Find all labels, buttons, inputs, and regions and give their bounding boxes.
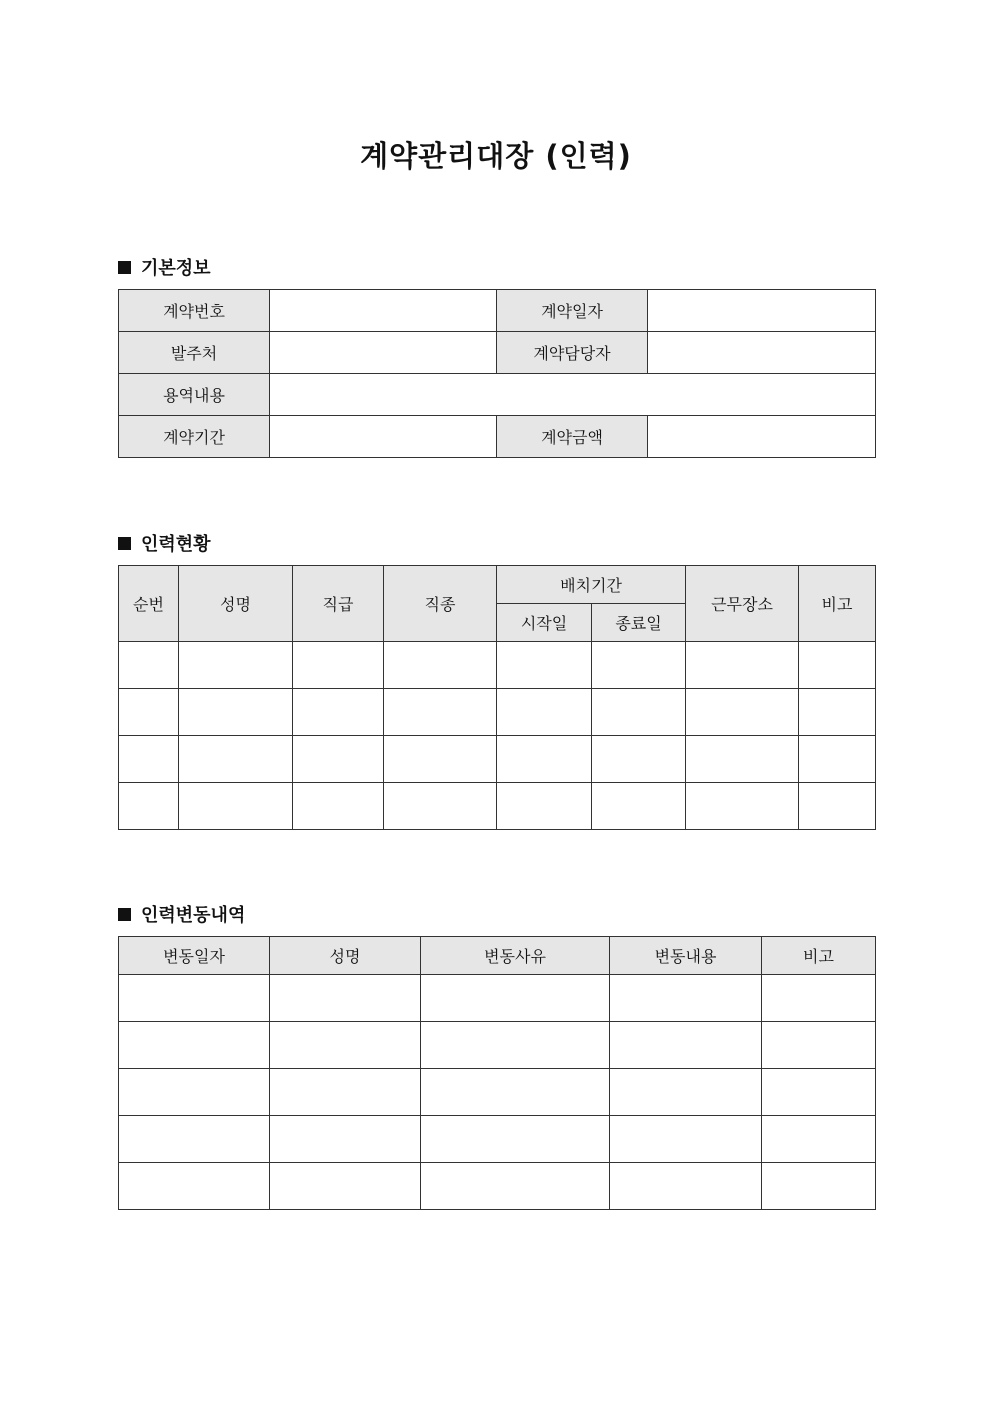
- table-cell[interactable]: [270, 1163, 421, 1210]
- manager-field[interactable]: [648, 332, 876, 374]
- col-header-location: 근무장소: [686, 566, 799, 642]
- period-label: 계약기간: [119, 416, 270, 458]
- client-field[interactable]: [270, 332, 497, 374]
- table-cell[interactable]: [119, 1116, 270, 1163]
- table-row: [119, 1116, 876, 1163]
- table-cell[interactable]: [384, 783, 497, 830]
- table-cell[interactable]: [293, 783, 384, 830]
- table-row: [119, 1069, 876, 1116]
- contract-no-field[interactable]: [270, 290, 497, 332]
- personnel-table: [118, 565, 876, 830]
- table-cell[interactable]: [384, 642, 497, 689]
- section-heading-label: 기본정보: [141, 258, 211, 279]
- table-cell[interactable]: [270, 1116, 421, 1163]
- col-header-change-date: 변동일자: [119, 937, 270, 975]
- table-cell[interactable]: [119, 736, 179, 783]
- section-heading-personnel: [118, 530, 211, 556]
- table-cell[interactable]: [686, 736, 799, 783]
- table-cell[interactable]: [421, 1022, 610, 1069]
- table-row: [119, 642, 876, 689]
- table-cell[interactable]: [592, 642, 686, 689]
- page-title: 계약관리대장 (인력): [360, 139, 632, 173]
- col-header-name: 성명: [270, 937, 421, 975]
- table-row: [119, 975, 876, 1022]
- contract-date-label: 계약일자: [497, 290, 648, 332]
- col-header-end: 종료일: [592, 604, 686, 642]
- personnel-changes-table: [118, 936, 876, 1210]
- table-cell[interactable]: [421, 975, 610, 1022]
- amount-label: 계약금액: [497, 416, 648, 458]
- table-cell[interactable]: [119, 1163, 270, 1210]
- table-cell[interactable]: [119, 642, 179, 689]
- table-cell[interactable]: [610, 975, 762, 1022]
- table-cell[interactable]: [762, 1163, 876, 1210]
- service-field[interactable]: [270, 374, 876, 416]
- table-row: [119, 689, 876, 736]
- basic-info-table: [118, 289, 876, 458]
- table-cell[interactable]: [497, 736, 592, 783]
- col-header-change-reason: 변동사유: [421, 937, 610, 975]
- table-cell[interactable]: [592, 783, 686, 830]
- col-header-no: 순번: [119, 566, 179, 642]
- col-header-note: 비고: [762, 937, 876, 975]
- table-cell[interactable]: [421, 1069, 610, 1116]
- table-cell[interactable]: [497, 783, 592, 830]
- square-bullet-icon: [118, 908, 131, 921]
- table-cell[interactable]: [293, 689, 384, 736]
- section-heading-label: 인력변동내역: [141, 905, 246, 926]
- table-cell[interactable]: [762, 1069, 876, 1116]
- manager-label: 계약담당자: [497, 332, 648, 374]
- table-cell[interactable]: [293, 736, 384, 783]
- col-header-placement: 배치기간: [497, 566, 686, 604]
- table-cell[interactable]: [119, 689, 179, 736]
- client-label: 발주처: [119, 332, 270, 374]
- table-cell[interactable]: [686, 689, 799, 736]
- table-cell[interactable]: [799, 689, 876, 736]
- table-cell[interactable]: [179, 783, 293, 830]
- table-cell[interactable]: [179, 689, 293, 736]
- table-cell[interactable]: [799, 642, 876, 689]
- col-header-name: 성명: [179, 566, 293, 642]
- table-cell[interactable]: [421, 1163, 610, 1210]
- table-cell[interactable]: [610, 1022, 762, 1069]
- table-cell[interactable]: [762, 975, 876, 1022]
- table-cell[interactable]: [384, 689, 497, 736]
- table-cell[interactable]: [421, 1116, 610, 1163]
- table-cell[interactable]: [762, 1116, 876, 1163]
- table-cell[interactable]: [592, 689, 686, 736]
- service-label: 용역내용: [119, 374, 270, 416]
- table-row: [119, 783, 876, 830]
- table-row: [119, 1022, 876, 1069]
- table-cell[interactable]: [799, 783, 876, 830]
- table-cell[interactable]: [270, 1022, 421, 1069]
- contract-date-field[interactable]: [648, 290, 876, 332]
- table-cell[interactable]: [179, 736, 293, 783]
- col-header-note: 비고: [799, 566, 876, 642]
- table-cell[interactable]: [119, 783, 179, 830]
- table-cell[interactable]: [293, 642, 384, 689]
- table-cell[interactable]: [119, 1022, 270, 1069]
- table-cell[interactable]: [686, 783, 799, 830]
- col-header-job: 직종: [384, 566, 497, 642]
- table-cell[interactable]: [384, 736, 497, 783]
- section-heading-basic: [118, 254, 211, 280]
- table-row: [119, 1163, 876, 1210]
- amount-field[interactable]: [648, 416, 876, 458]
- col-header-start: 시작일: [497, 604, 592, 642]
- table-cell[interactable]: [799, 736, 876, 783]
- table-row: [119, 736, 876, 783]
- table-cell[interactable]: [119, 1069, 270, 1116]
- table-cell[interactable]: [270, 975, 421, 1022]
- section-heading-changes: [118, 901, 245, 927]
- table-cell[interactable]: [592, 736, 686, 783]
- contract-no-label: 계약번호: [119, 290, 270, 332]
- period-field[interactable]: [270, 416, 497, 458]
- table-cell[interactable]: [610, 1116, 762, 1163]
- col-header-rank: 직급: [293, 566, 384, 642]
- square-bullet-icon: [118, 537, 131, 550]
- section-heading-label: 인력현황: [141, 534, 211, 555]
- table-cell[interactable]: [497, 642, 592, 689]
- table-cell[interactable]: [610, 1163, 762, 1210]
- table-cell[interactable]: [610, 1069, 762, 1116]
- table-cell[interactable]: [497, 689, 592, 736]
- square-bullet-icon: [118, 261, 131, 274]
- table-cell[interactable]: [686, 642, 799, 689]
- table-cell[interactable]: [179, 642, 293, 689]
- table-cell[interactable]: [762, 1022, 876, 1069]
- col-header-change-detail: 변동내용: [610, 937, 762, 975]
- table-cell[interactable]: [119, 975, 270, 1022]
- table-cell[interactable]: [270, 1069, 421, 1116]
